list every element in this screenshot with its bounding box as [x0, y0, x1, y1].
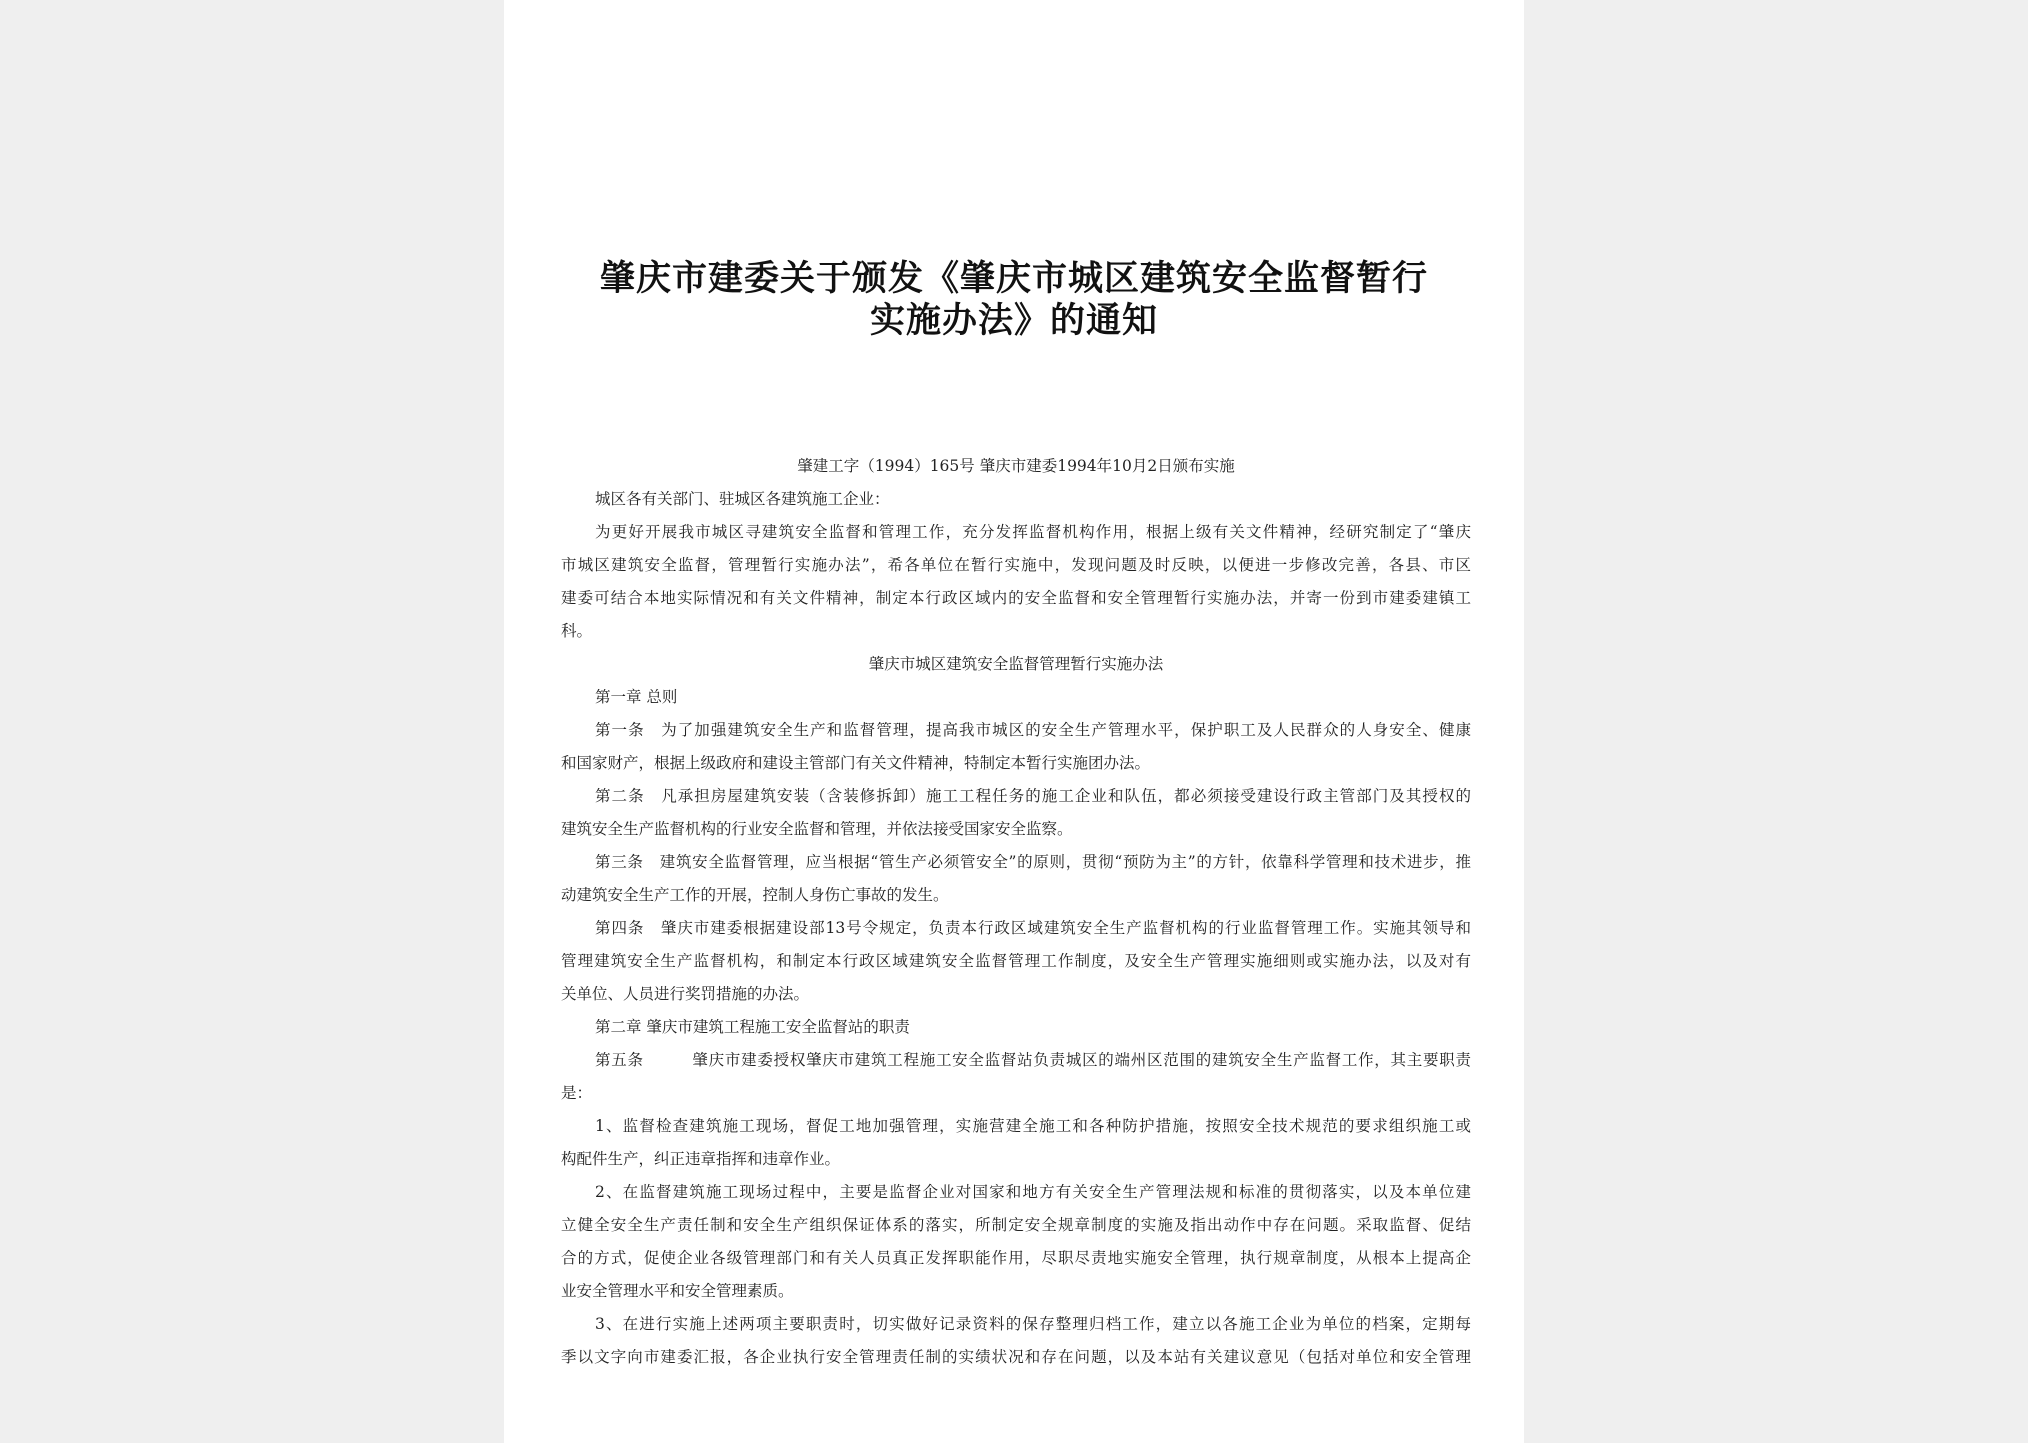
- document-title: [504, 258, 1524, 342]
- text-line: 为更好开展我市城区寻建筑安全监督和管理工作，充分发挥监督机构作用，根据上级有关文件精神，经研究制定了“肇庆: [595, 523, 1471, 541]
- text-line: 立健全安全生产责任制和安全生产组织保证体系的落实，所制定安全规章制度的实施及指出动作中存在问题。采取监督、促结: [561, 1216, 1471, 1234]
- text-line: 第一章 总则: [595, 688, 678, 706]
- text-line: 肇庆市城区建筑安全监督管理暂行实施办法: [868, 655, 1164, 673]
- text-line: 第四条 肇庆市建委根据建设部13号令规定，负责本行政区域建筑安全生产监督机构的行业监督管理工作。实施其领导和: [595, 919, 1471, 937]
- text-line: 2、在监督建筑施工现场过程中，主要是监督企业对国家和地方有关安全生产管理法规和标准的贯彻落实，以及本单位建: [595, 1183, 1471, 1201]
- text-line: 合的方式，促使企业各级管理部门和有关人员真正发挥职能作用，尽职尽责地实施安全管理，执行规章制度，从根本上提高企: [561, 1249, 1471, 1267]
- text-line: 建筑安全生产监督机构的行业安全监督和管理，并依法接受国家安全监察。: [561, 820, 1073, 838]
- text-line: 是：: [561, 1084, 593, 1102]
- text-line: 科。: [561, 622, 593, 640]
- title-line: 实施办法》的通知: [869, 301, 1158, 341]
- document-body: [561, 450, 1471, 1374]
- title-line: 肇庆市建委关于颁发《肇庆市城区建筑安全监督暂行: [599, 259, 1428, 299]
- text-line: 第二章 肇庆市建筑工程施工安全监督站的职责: [595, 1018, 910, 1036]
- text-line: 第三条 建筑安全监督管理，应当根据“管生产必须管安全”的原则，贯彻“预防为主”的方针，依靠科学管理和技术进步，推: [595, 853, 1471, 871]
- text-line: 构配件生产，纠正违章指挥和违章作业。: [561, 1150, 841, 1168]
- text-line: 关单位、人员进行奖罚措施的办法。: [561, 985, 810, 1003]
- text-line: 城区各有关部门、驻城区各建筑施工企业：: [595, 490, 890, 508]
- text-line: 肇建工字（1994）165号 肇庆市建委1994年10月2日颁布实施: [797, 457, 1235, 475]
- document-page: [504, 0, 1524, 1443]
- text-line: 和国家财产，根据上级政府和建设主管部门有关文件精神，特制定本暂行实施团办法。: [561, 754, 1151, 772]
- text-line: 市城区建筑安全监督，管理暂行实施办法”，希各单位在暂行实施中，发现问题及时反映，以便进一步修改完善，各县、市区: [561, 556, 1471, 574]
- text-line: 季以文字向市建委汇报，各企业执行安全管理责任制的实绩状况和存在问题，以及本站有关建议意见（包括对单位和安全管理: [561, 1348, 1471, 1366]
- text-line: 1、监督检查建筑施工现场，督促工地加强管理，实施营建全施工和各种防护措施，按照安全技术规范的要求组织施工或: [595, 1117, 1471, 1135]
- text-line: 管理建筑安全生产监督机构，和制定本行政区域建筑安全监督管理工作制度，及安全生产管理实施细则或实施办法，以及对有: [561, 952, 1471, 970]
- text-line: 业安全管理水平和安全管理素质。: [561, 1282, 794, 1300]
- text-line: 动建筑安全生产工作的开展，控制人身伤亡事故的发生。: [561, 886, 949, 904]
- text-line: 第二条 凡承担房屋建筑安装（含装修拆卸）施工工程任务的施工企业和队伍，都必须接受建设行政主管部门及其授权的: [595, 787, 1471, 805]
- text-line: 第五条 肇庆市建委授权肇庆市建筑工程施工安全监督站负责城区的端州区范围的建筑安全生产监督工作，其主要职责: [595, 1051, 1471, 1069]
- text-line: 第一条 为了加强建筑安全生产和监督管理，提高我市城区的安全生产管理水平，保护职工及人民群众的人身安全、健康: [595, 721, 1471, 739]
- text-line: 建委可结合本地实际情况和有关文件精神，制定本行政区域内的安全监督和安全管理暂行实施办法，并寄一份到市建委建镇工: [561, 589, 1471, 607]
- text-line: 3、在进行实施上述两项主要职责时，切实做好记录资料的保存整理归档工作，建立以各施工企业为单位的档案，定期每: [595, 1315, 1471, 1333]
